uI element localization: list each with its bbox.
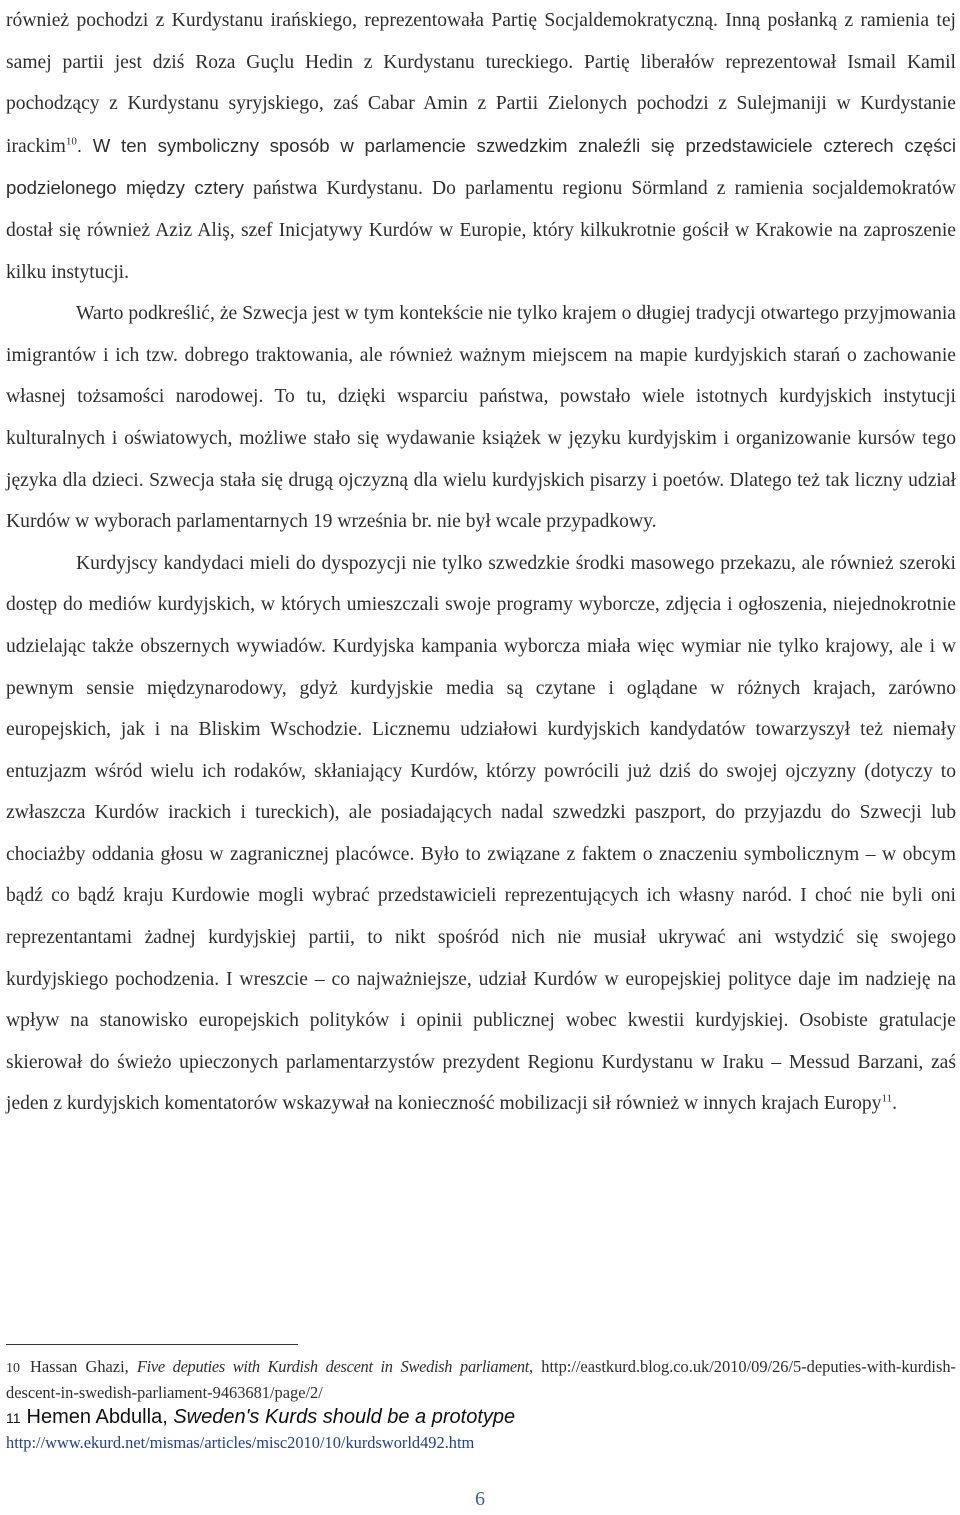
- footnote-10-title: Five deputies with Kurdish descent in Swedish parliament: [136, 1357, 529, 1376]
- paragraph-1-part-b: . W ten symboliczny sposób w parlamencie szwedzkim znaleźli się przedstawiciele czterech części podzielonego między cztery: [6, 134, 956, 199]
- footnote-10-author: Hassan Ghazi,: [30, 1357, 137, 1376]
- paragraph-2: Warto podkreślić, że Szwecja jest w tym kontekście nie tylko krajem o długiej tradycji otwartego przyjmowania imigrantów i ich tzw. dobrego traktowania, ale również ważnym miejscem na mapie kurdyjskich starań o zachowanie własnej tożsamości narodowej. To tu, dzięki wsparciu państwa, powstało wiele istotnych kurdyjskich instytucji kulturalnych i oświatowych, możliwe stało się wydawanie książek w języku kurdyjskim i organizowanie kursów tego języka dla dzieci. Szwecja stała się drugą ojczyzną dla wielu kurdyjskich pisarzy i poetów. Dlatego też tak liczny udział Kurdów w wyborach parlamentarnych 19 września br. nie był wcale przypadkowy.: [6, 303, 956, 533]
- paragraph-3-text: Kurdyjscy kandydaci mieli do dyspozycji nie tylko szwedzkie środki masowego przekazu, ale również szeroki dostęp do mediów kurdyjskich, w których umieszczali swoje programy wyborcze, zdjęcia i ogłoszenia, niejednokrotnie udzielając także obszernych wywiadów. Kurdyjska kampania wyborcza miała więc wymiar nie tylko krajowy, ale i w pewnym sensie międzynarodowy, gdyż kurdyjskie media są czytane i oglądane w różnych krajach, zarówno europejskich, jak i na Bliskim Wschodzie. Licznemu udziałowi kurdyjskich kandydatów towarzyszył też niemały entuzjazm wśród wielu ich rodaków, skłaniający Kurdów, którzy powrócili już dziś do swojej ojczyzny (dotyczy to zwłaszcza Kurdów irackich i tureckich), ale posiadających nadal szwedzki paszport, do przyjazdu do Szwecji lub chociażby oddania głosu w zagranicznej placówce. Było to związane z faktem o znaczeniu symbolicznym – w obcym bądź co bądź kraju Kurdowie mogli wybrać przedstawicieli reprezentujących ich własny naród. I choć nie byli oni reprezentantami żadnej kurdyjskiej partii, to nikt spośród nich nie musiał ukrywać ani wstydzić się swojego kurdyjskiego pochodzenia. I wreszcie – co najważniejsze, udział Kurdów w europejskiej polityce daje im nadzieję na wpływ na stanowisko europejskich polityków i opinii publicznej wobec kwestii kurdyjskiej. Osobiste gratulacje skierował do świeżo upieczonych parlamentarzystów prezydent Regionu Kurdystanu w Iraku – Messud Barzani, zaś jeden z kurdyjskich komentatorów wskazywał na konieczność mobilizacji sił również w innych krajach Europy: [6, 552, 956, 1115]
- footnote-ref-11[interactable]: 11: [881, 1092, 893, 1105]
- paragraph-1: [6, 0, 956, 293]
- paragraph-3: [6, 543, 956, 1125]
- body-text: [6, 0, 956, 1125]
- footnote-10-url[interactable]: http://eastkurd.blog.co.uk/2010/09/26/5-deputies-with-kurdish-descent-in-swedish-parliament-9463681/page/2/: [6, 1357, 956, 1402]
- footnote-separator: [6, 1344, 298, 1345]
- paragraph-3-end: .: [892, 1093, 897, 1115]
- footnote-ref-10[interactable]: 10: [65, 135, 77, 148]
- footnote-11-url-link[interactable]: http://www.ekurd.net/mismas/articles/misc2010/10/kurdsworld492.htm: [6, 1433, 475, 1452]
- footnote-10-separator: ,: [529, 1357, 542, 1376]
- footnote-11: [6, 1403, 956, 1432]
- footnote-10: [6, 1355, 956, 1405]
- footnote-10-number: 10: [6, 1361, 20, 1376]
- page-number: 6: [475, 1488, 485, 1510]
- footnote-11-number: 11: [6, 1410, 21, 1426]
- footnote-11-title: Sweden's Kurds should be a prototype: [173, 1406, 516, 1428]
- footnote-11-author: Hemen Abdulla,: [26, 1406, 174, 1428]
- paragraph-1-part-c: państwa Kurdystanu. Do parlamentu regionu Sörmland z ramienia socjaldemokratów dostał się również Aziz Aliş, szef Inicjatywy Kurdów w Europie, który kilkukrotnie gościł w Krakowie na zaproszenie kilku instytucji.: [6, 178, 956, 283]
- paragraph-1-part-a: również pochodzi z Kurdystanu irańskiego, reprezentowała Partię Socjaldemokratyczną. Inną posłanką z ramienia tej samej partii jest dziś Roza Guçlu Hedin z Kurdystanu tureckiego. Partię liberałów reprezentował Ismail Kamil pochodzący z Kurdystanu syryjskiego, zaś Cabar Amin z Partii Zielonych pochodzi z Sulejmaniji w Kurdystanie irackim: [6, 10, 956, 157]
